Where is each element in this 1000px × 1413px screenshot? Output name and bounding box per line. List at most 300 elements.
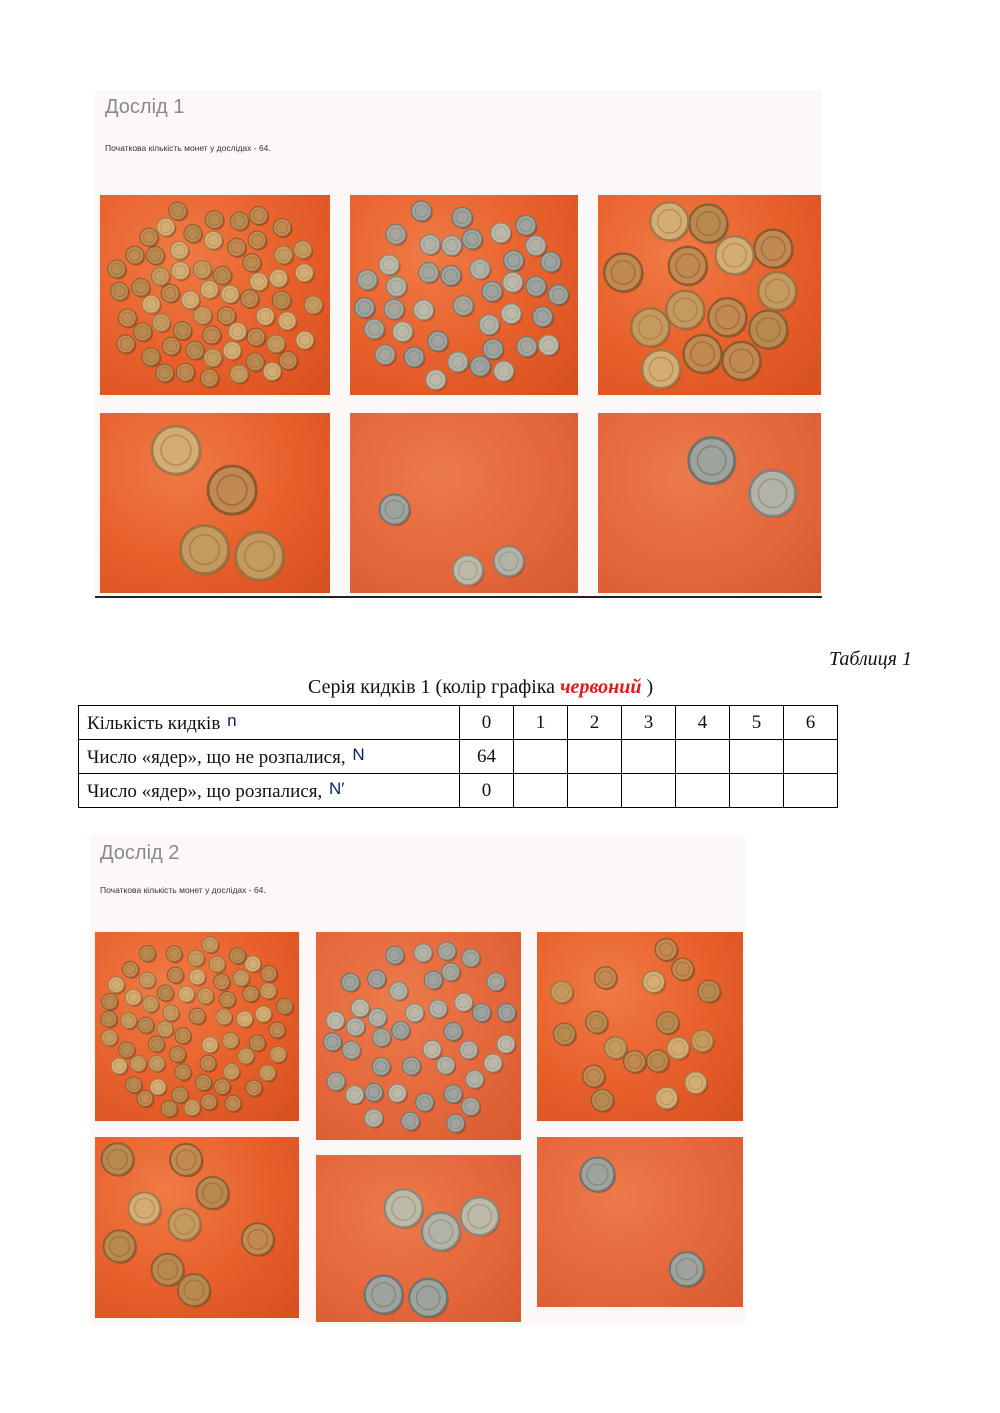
coin (250, 207, 270, 227)
series-title-end: ) (641, 676, 654, 698)
coin (223, 1064, 241, 1082)
coin (193, 261, 213, 281)
coin (466, 1070, 486, 1090)
coin (689, 438, 737, 486)
coin (108, 977, 126, 995)
coin (462, 949, 482, 969)
coin (273, 219, 293, 239)
coin (698, 980, 722, 1004)
coin (672, 958, 696, 982)
coin (393, 322, 415, 344)
coin (274, 246, 294, 266)
coin (152, 426, 202, 476)
coin (181, 526, 231, 576)
table-cell-input[interactable] (514, 774, 568, 808)
coin (228, 322, 248, 342)
experiment-1-photo-5 (350, 413, 578, 593)
coin (243, 986, 261, 1004)
coin (438, 942, 458, 962)
results-table (78, 705, 838, 808)
coin (365, 1276, 405, 1316)
coin (146, 246, 166, 266)
experiment-2-photo-3 (537, 932, 743, 1121)
coin (380, 494, 412, 526)
coin (125, 989, 143, 1007)
coin (426, 370, 448, 392)
coin (386, 224, 408, 246)
coin (201, 1094, 219, 1112)
coins-illustration (100, 413, 330, 593)
coin (170, 1046, 188, 1064)
coin (184, 225, 204, 245)
coin (222, 1033, 240, 1051)
table-cell-input[interactable] (730, 740, 784, 774)
coin (249, 1035, 266, 1053)
coin (423, 1041, 443, 1061)
coin (708, 298, 748, 338)
coin (390, 982, 410, 1002)
coin (230, 365, 250, 385)
coin (157, 985, 175, 1003)
symbol-N-prime: N′ (329, 778, 345, 798)
experiment-2-title: Дослід 2 (100, 842, 180, 864)
coin (379, 255, 401, 277)
coin (385, 1189, 425, 1229)
symbol-n: n (227, 710, 237, 730)
coin (539, 335, 561, 357)
table-cell-input[interactable] (730, 774, 784, 808)
coin (161, 1101, 179, 1119)
coin (214, 974, 232, 992)
coins-illustration (316, 932, 521, 1140)
experiment-2-photo-4 (95, 1137, 299, 1318)
coin (483, 339, 505, 361)
table-cell-input[interactable] (514, 740, 568, 774)
coin (494, 361, 516, 383)
coin (346, 1086, 366, 1106)
coin (666, 291, 706, 331)
coin (504, 251, 526, 273)
coin (401, 1112, 421, 1132)
coin (420, 234, 442, 256)
coin (168, 1208, 202, 1242)
coin (260, 983, 278, 1001)
experiment-1-photo-6 (598, 413, 821, 593)
coin (428, 331, 450, 353)
coin (118, 309, 138, 329)
coin (138, 1017, 156, 1035)
coin (461, 1197, 501, 1237)
coin (304, 296, 324, 316)
table-cell-input[interactable] (676, 740, 730, 774)
coin (368, 970, 388, 990)
coin (294, 241, 314, 261)
coin (102, 994, 120, 1012)
coin (441, 266, 463, 288)
table-cell: 0 (460, 706, 514, 740)
coin (326, 1012, 346, 1032)
coin (219, 991, 237, 1009)
coin (161, 284, 181, 304)
coin (624, 1051, 648, 1075)
table-cell-input[interactable] (784, 740, 838, 774)
coin (238, 1048, 256, 1066)
coin (482, 281, 504, 303)
coins-illustration (316, 1155, 521, 1322)
coin (470, 259, 492, 281)
coin (200, 369, 220, 389)
table-caption: Таблиця 1 (829, 648, 912, 670)
coin (655, 939, 679, 963)
coin (416, 1093, 436, 1113)
coin (197, 988, 215, 1006)
coin (657, 1012, 681, 1036)
coin (200, 1055, 218, 1073)
coin (442, 963, 462, 983)
experiment-1-photo-1 (100, 195, 330, 395)
coin (195, 1075, 213, 1093)
coin (157, 218, 177, 238)
coin (447, 1114, 467, 1134)
coin (175, 1028, 193, 1046)
coin (216, 1009, 234, 1027)
coin (139, 972, 157, 990)
coin (526, 236, 548, 258)
coin (631, 308, 671, 348)
coin (470, 356, 492, 378)
coin (245, 956, 263, 974)
coin (643, 971, 667, 995)
coin (171, 262, 191, 282)
table-cell: 3 (622, 706, 676, 740)
coin (175, 1064, 193, 1082)
coin (235, 532, 285, 582)
coin (722, 342, 762, 382)
coin (365, 1083, 385, 1103)
coin (691, 1030, 715, 1054)
coin (647, 1050, 671, 1074)
table-cell: 0 (460, 774, 514, 808)
coin (178, 1274, 212, 1308)
coin (462, 1098, 482, 1118)
coin (204, 349, 224, 369)
experiment-2-photo-1 (95, 932, 299, 1121)
coin (167, 967, 185, 985)
table-row-decayed (79, 774, 838, 808)
coin (354, 298, 376, 320)
coin (101, 1030, 119, 1048)
coin (205, 211, 225, 231)
coin (255, 1006, 273, 1024)
coin (142, 996, 160, 1014)
table-cell: 1 (514, 706, 568, 740)
coin (473, 1004, 493, 1024)
coin (184, 1100, 202, 1118)
coin (368, 1008, 388, 1028)
table-cell: 5 (730, 706, 784, 740)
coins-illustration (537, 932, 743, 1121)
coin (208, 466, 257, 516)
coin (152, 314, 172, 334)
coin (452, 207, 474, 229)
coin (754, 230, 794, 270)
experiment-1-subtitle: Початкова кількість монет у дослідах - 64. (105, 143, 271, 153)
table-row-throws (79, 706, 838, 740)
coin (384, 299, 406, 321)
coin (134, 323, 154, 343)
coin (295, 264, 315, 284)
coin (533, 307, 555, 329)
coin (392, 1021, 412, 1041)
coin (460, 1041, 480, 1061)
table-cell-input[interactable] (676, 774, 730, 808)
coin (357, 270, 379, 292)
coin (516, 215, 538, 237)
coin (278, 312, 298, 332)
coin (200, 280, 220, 300)
coin (248, 231, 268, 251)
coin (375, 345, 397, 367)
coin (604, 254, 644, 294)
coin (178, 986, 196, 1004)
coin (580, 1158, 616, 1194)
experiment-1-title: Дослід 1 (105, 96, 185, 118)
table-cell-input[interactable] (622, 740, 676, 774)
symbol-N: N (352, 744, 365, 764)
coin (169, 202, 189, 222)
coin (437, 1056, 457, 1076)
experiment-2-photo-5 (316, 1155, 521, 1322)
coin (242, 1223, 275, 1257)
coin (189, 969, 207, 987)
coin (650, 202, 690, 242)
table-cell: 6 (784, 706, 838, 740)
coin (487, 973, 507, 993)
coin (323, 1033, 343, 1053)
table-cell-input[interactable] (568, 774, 622, 808)
coin (214, 1079, 232, 1097)
coin (684, 335, 724, 375)
coin (642, 350, 682, 390)
coin (132, 278, 152, 298)
coin (685, 1072, 709, 1096)
row-label-decayed: Число «ядер», що розпалися, N′ (79, 774, 460, 808)
row-label-throws: Кількість кидків n (79, 706, 460, 740)
coin (388, 1084, 408, 1104)
experiment-2-photo-6 (537, 1137, 743, 1307)
table-cell: 2 (568, 706, 622, 740)
coin (351, 999, 371, 1019)
coin (501, 304, 523, 326)
coin (689, 205, 729, 245)
coin (411, 201, 433, 223)
coin (327, 1072, 347, 1092)
series-color-word: червоний (560, 676, 642, 698)
coin (261, 966, 279, 984)
coin (296, 331, 316, 351)
coin (429, 1000, 449, 1020)
coin (229, 948, 247, 966)
coin (157, 1021, 175, 1039)
coin (194, 306, 214, 326)
coin (250, 273, 270, 293)
coin (188, 950, 206, 968)
coin (204, 231, 224, 251)
coin (669, 247, 709, 287)
coin (591, 1089, 615, 1113)
coin (121, 1013, 138, 1030)
coin (241, 290, 261, 310)
coin (225, 1095, 243, 1113)
coin (498, 1004, 518, 1024)
experiment-2-subtitle: Початкова кількість монет у дослідах - 64. (100, 885, 266, 895)
coin (586, 1011, 610, 1035)
coin (373, 1028, 393, 1048)
row-label-undecayed: Число «ядер», що не розпалися, N (79, 740, 460, 774)
coin (156, 364, 176, 384)
coin (221, 285, 241, 305)
coin (230, 212, 250, 232)
coin (170, 241, 190, 261)
coin (148, 1036, 166, 1054)
coin (386, 946, 406, 966)
coin (656, 1087, 680, 1111)
coin (126, 246, 146, 266)
series-title-text: Серія кидків 1 (колір графіка (308, 676, 561, 698)
coin (595, 967, 619, 991)
coin (151, 267, 171, 287)
coin (263, 362, 283, 382)
coin (479, 315, 501, 337)
coin (444, 1085, 464, 1105)
coin (176, 363, 196, 383)
table-cell-input[interactable] (784, 774, 838, 808)
coin (270, 1046, 288, 1064)
coin (716, 236, 756, 276)
coins-illustration (598, 195, 821, 395)
coin (758, 272, 798, 312)
table-cell: 4 (676, 706, 730, 740)
coins-illustration (95, 932, 299, 1121)
coin (203, 326, 223, 346)
coin (404, 347, 426, 369)
coin (209, 956, 227, 974)
coin (189, 1008, 207, 1026)
coin (108, 260, 128, 280)
coin (163, 1005, 181, 1023)
coin (402, 1057, 422, 1077)
table-cell-input[interactable] (622, 774, 676, 808)
experiment-1-photo-4 (100, 413, 330, 593)
coin (111, 1058, 129, 1076)
coin (273, 291, 293, 311)
coin (364, 319, 386, 341)
coin (365, 1109, 385, 1129)
coin (442, 236, 464, 258)
coin (233, 970, 251, 988)
coin (246, 1080, 264, 1098)
coin (130, 1056, 148, 1074)
coin (347, 1018, 367, 1038)
experiment-1-photo-2 (350, 195, 578, 395)
coin (202, 1037, 220, 1055)
coin (247, 328, 267, 348)
coin (104, 1230, 138, 1264)
coin (122, 961, 140, 979)
coin (128, 1192, 162, 1226)
coin (137, 1091, 155, 1109)
coin (139, 945, 157, 963)
coin (111, 282, 131, 302)
coin (140, 228, 160, 248)
coins-illustration (598, 413, 821, 593)
coin (484, 1054, 504, 1074)
coin (181, 291, 201, 311)
coin (341, 973, 361, 993)
coin (228, 238, 248, 258)
coin (453, 296, 475, 318)
coin (186, 341, 206, 361)
coin (517, 337, 539, 359)
coins-illustration (95, 1137, 299, 1318)
coin (667, 1037, 691, 1061)
coin (101, 1011, 119, 1029)
table-cell-input[interactable] (568, 740, 622, 774)
coin (548, 285, 570, 307)
coin (372, 1057, 392, 1077)
coin (342, 1041, 362, 1061)
coin (424, 971, 444, 991)
coin (102, 1143, 136, 1177)
coin (414, 300, 436, 322)
coin (750, 470, 798, 517)
coin (197, 1177, 231, 1211)
coins-illustration (100, 195, 330, 395)
coin (455, 993, 475, 1013)
coin (491, 223, 513, 245)
coin (243, 254, 262, 274)
coin (453, 555, 485, 587)
experiment-1-underline (95, 596, 822, 598)
coin (267, 335, 287, 355)
coin (386, 277, 408, 299)
coin (541, 252, 563, 274)
coin (444, 1022, 464, 1042)
coin (422, 1213, 462, 1253)
experiment-2-photo-2 (316, 932, 521, 1140)
coin (279, 351, 299, 371)
coins-illustration (537, 1137, 743, 1307)
coin (162, 337, 182, 357)
coin (142, 295, 162, 315)
coin (150, 1079, 167, 1097)
coin (202, 937, 220, 955)
table-row-undecayed (79, 740, 838, 774)
coin (526, 276, 548, 298)
coin (256, 307, 276, 327)
coin (142, 348, 162, 368)
coin (166, 946, 184, 964)
coin (170, 1144, 204, 1178)
coin (670, 1252, 706, 1288)
coin (583, 1065, 607, 1089)
coin (414, 944, 434, 964)
coin (503, 272, 525, 294)
coin (270, 269, 290, 289)
coins-illustration (350, 413, 578, 593)
coin (223, 341, 243, 361)
coin (117, 335, 137, 355)
